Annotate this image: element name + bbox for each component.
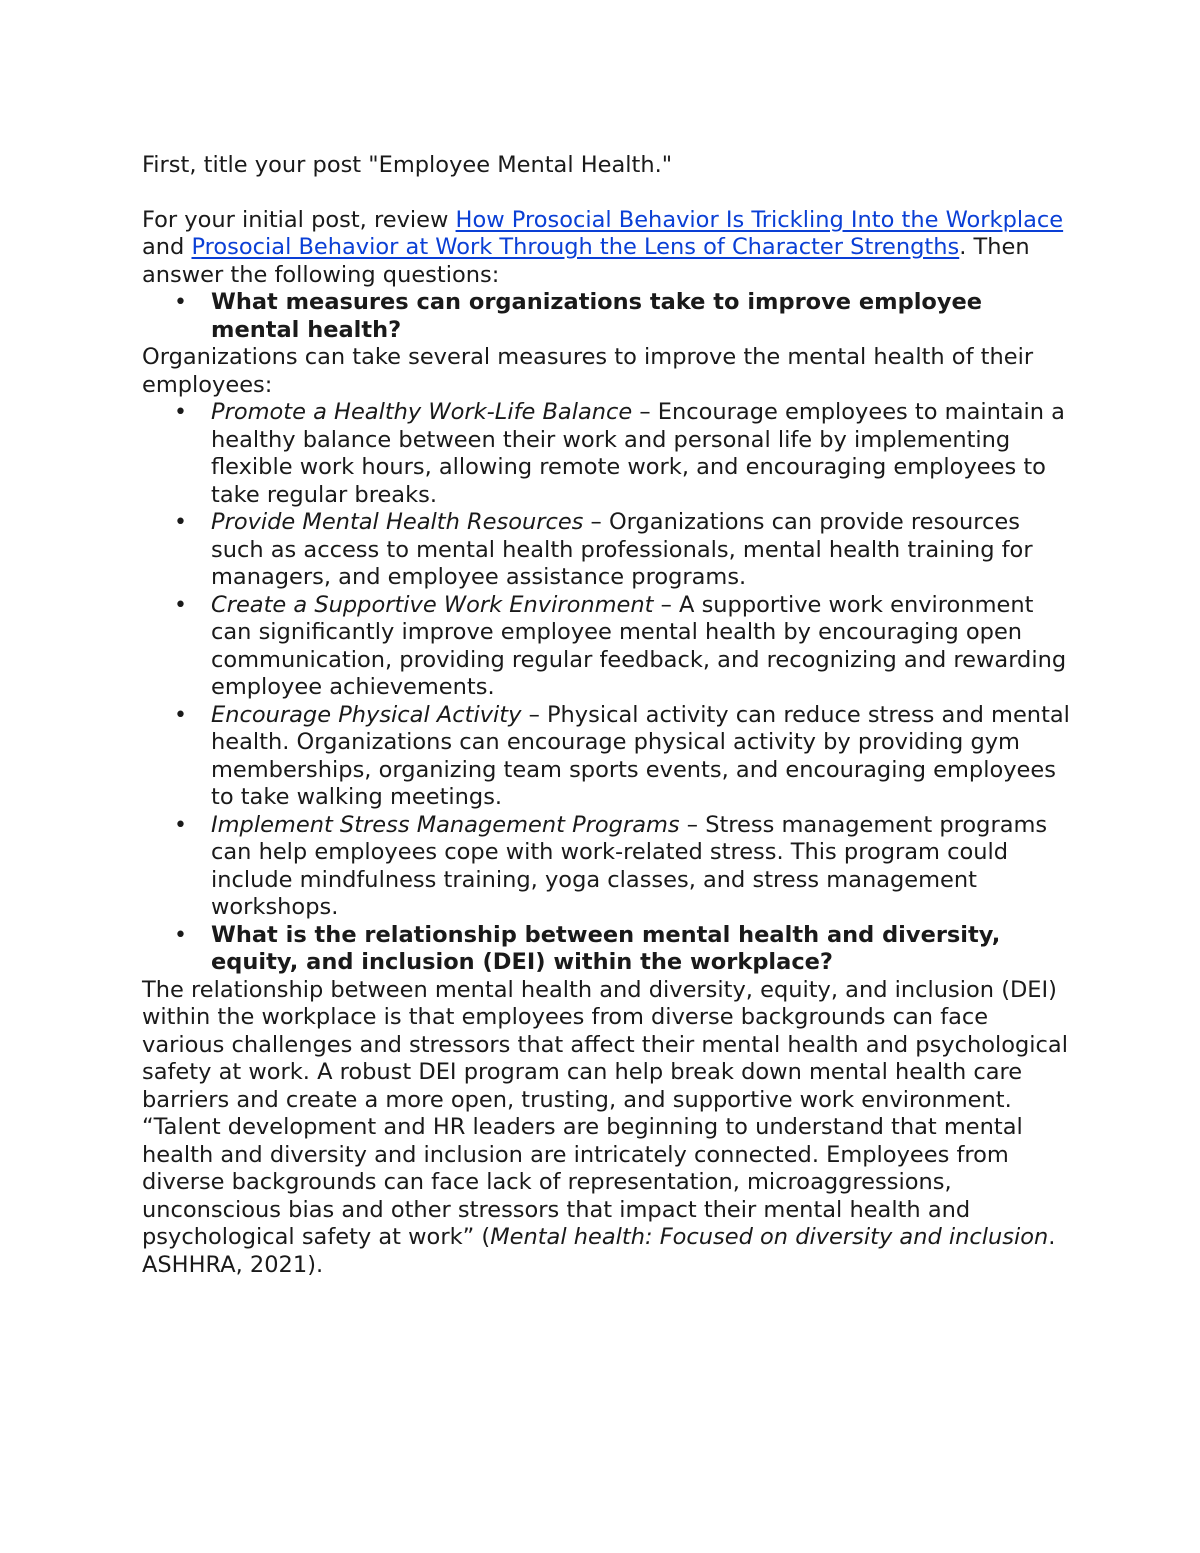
and-text: and bbox=[142, 234, 192, 260]
initial-post-instruction bbox=[142, 207, 1072, 290]
question-2 bbox=[142, 922, 1072, 977]
measure-text: – Stress management programs can help employees cope with work-related stress. This program could include mindfulness training, yoga classes, and stress management workshops. bbox=[211, 811, 1048, 920]
measure-title: Promote a Healthy Work-Life Balance bbox=[211, 399, 633, 425]
post-prefix: For your initial post, review bbox=[142, 206, 456, 233]
bullet-icon: • bbox=[174, 400, 187, 425]
citation-title: Mental health: Focused on diversity and inclusion bbox=[490, 1224, 1049, 1250]
bullet-icon: • bbox=[174, 812, 187, 838]
measure-text: – Organizations can provide resources such as access to mental health professionals, mental health training for managers, and employee assistance programs. bbox=[211, 509, 1033, 590]
answer-1-intro: Organizations can take several measures to improve the mental health of their employees: bbox=[142, 344, 1034, 398]
document-page bbox=[142, 152, 1072, 1279]
measure-text: – Physical activity can reduce stress and mental health. Organizations can encourage physical activity by providing gym memberships, organizing team sports events, and encouraging employees to take walking meetings. bbox=[211, 701, 1070, 810]
question-2-text: What is the relationship between mental health and diversity, equity, and inclusion (DEI) within the workplace? bbox=[211, 921, 1001, 975]
question-1-text: What measures can organizations take to improve employee mental health? bbox=[211, 289, 983, 343]
measure-text: – Encourage employees to maintain a healthy balance between their work and personal life by implementing flexible work hours, allowing remote work, and encouraging employees to take regular breaks. bbox=[211, 399, 1065, 508]
measure-title: Implement Stress Management Programs bbox=[211, 811, 680, 838]
link-prosocial-character-strengths[interactable]: Prosocial Behavior at Work Through the Lens of Character Strengths bbox=[191, 234, 960, 260]
bullet-icon: • bbox=[174, 592, 187, 618]
post-suffix: . Then answer the following questions: bbox=[142, 234, 1030, 288]
measures-list bbox=[142, 399, 1072, 922]
bullet-icon: • bbox=[174, 702, 187, 728]
measure-title: Provide Mental Health Resources bbox=[211, 509, 584, 535]
question-1 bbox=[142, 289, 1072, 344]
measure-item bbox=[142, 812, 1072, 922]
citation-rest: . ASHHRA, 2021). bbox=[142, 1224, 1056, 1278]
question-2-list bbox=[142, 922, 1072, 977]
measure-item bbox=[142, 592, 1072, 702]
measure-item bbox=[142, 702, 1072, 812]
bullet-icon: • bbox=[174, 290, 187, 315]
measure-item bbox=[142, 509, 1072, 592]
answer-2-text: The relationship between mental health and diversity, equity, and inclusion (DEI) within the workplace is that employees from diverse backgrounds can face various challenges and stressors that affect their mental health and psychological safety at work. A robust DEI program can help break down mental health care barriers and create a more open, trusting, and supportive work environment. “Talent development and HR leaders are beginning to understand that mental health and diversity and inclusion are intricately connected. Employees from diverse backgrounds can face lack of representation, microaggressions, unconscious bias and other stressors that impact their mental health and psychological safety at work” ( bbox=[142, 976, 1068, 1250]
question-1-list bbox=[142, 289, 1072, 344]
measure-title: Encourage Physical Activity bbox=[211, 701, 522, 728]
measure-text: – A supportive work environment can significantly improve employee mental health by encouraging open communication, providing regular feedback, and recognizing and rewarding employee achievements. bbox=[211, 591, 1067, 700]
title-instruction: First, title your post "Employee Mental Health." bbox=[142, 152, 673, 178]
measure-title: Create a Supportive Work Environment bbox=[211, 591, 654, 618]
answer-2 bbox=[142, 977, 1072, 1280]
link-prosocial-trickling[interactable]: How Prosocial Behavior Is Trickling Into the Workplace bbox=[455, 206, 1064, 233]
bullet-icon: • bbox=[174, 922, 187, 948]
bullet-icon: • bbox=[174, 510, 187, 535]
measure-item bbox=[142, 399, 1072, 509]
